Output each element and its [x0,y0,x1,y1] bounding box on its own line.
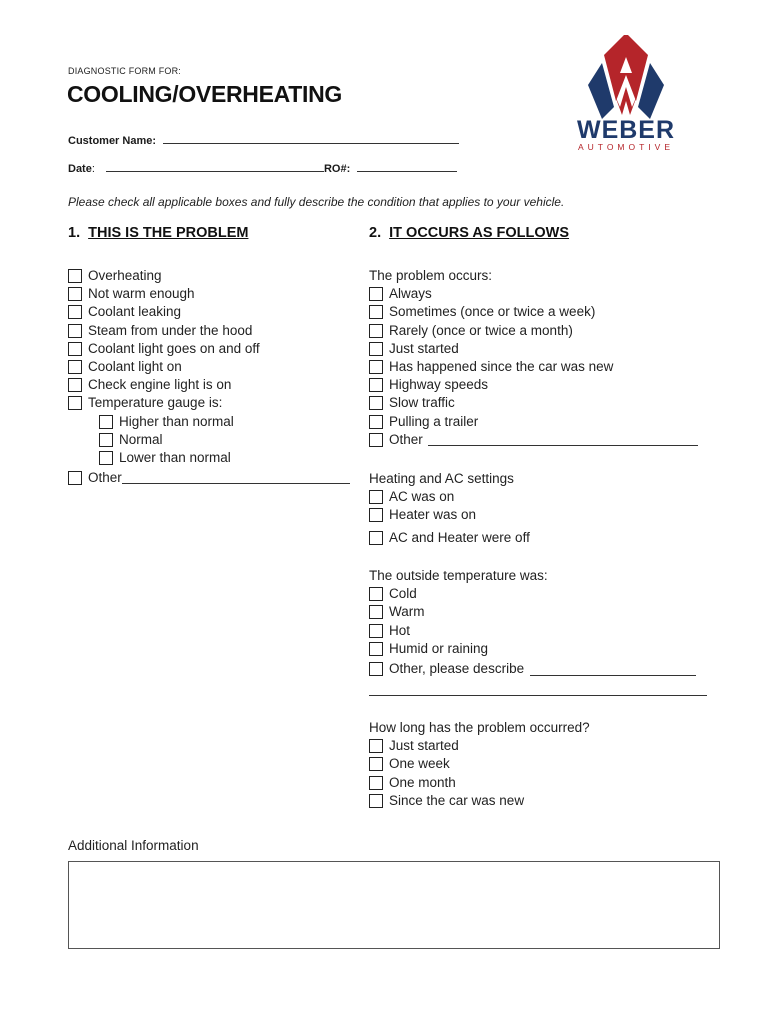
list-item[interactable]: Has happened since the car was new [369,358,698,376]
checkbox[interactable] [369,415,383,429]
problem-heading-number: 1. [68,225,81,241]
list-item[interactable]: Sometimes (once or twice a week) [369,303,698,321]
customer-name-label: Customer Name: [68,135,157,147]
list-item[interactable]: Coolant light goes on and off [68,340,350,358]
weber-logo [566,35,686,153]
temperature-other-field[interactable] [530,663,696,676]
checkbox[interactable] [369,624,383,638]
problem-other-field[interactable] [122,471,350,484]
checkbox[interactable] [99,415,113,429]
list-item[interactable]: Lower than normal [68,449,350,467]
checkbox[interactable] [369,342,383,356]
frequency-group [369,267,698,449]
frequency-title: The problem occurs: [369,268,493,283]
checkbox[interactable] [68,342,82,356]
checkbox[interactable] [68,287,82,301]
checkbox[interactable] [369,508,383,522]
additional-info-label: Additional Information [68,838,199,853]
list-item[interactable]: Just started [369,737,590,755]
logo-word: WEBER [576,116,676,144]
problem-list [68,267,350,487]
ro-field[interactable] [357,162,457,172]
customer-name-field[interactable] [163,134,459,144]
checkbox[interactable] [369,287,383,301]
list-item[interactable]: Rarely (once or twice a month) [369,322,698,340]
checkbox[interactable] [369,324,383,338]
temperature-other-field-2[interactable] [369,683,707,696]
logo-subword: AUTOMOTIVE [577,142,675,152]
problem-heading [68,225,248,241]
list-item[interactable]: Higher than normal [68,413,350,431]
checkbox[interactable] [68,324,82,338]
list-item[interactable]: Pulling a trailer [369,413,698,431]
date-colon: : [91,163,95,175]
list-item[interactable]: Hot [369,622,707,640]
list-item[interactable]: Highway speeds [369,376,698,394]
ro-label: RO#: [323,163,351,175]
checkbox[interactable] [99,451,113,465]
duration-group [369,719,590,810]
checkbox[interactable] [369,490,383,504]
date-label: Date [68,163,92,175]
hvac-title: Heating and AC settings [369,471,514,486]
list-item[interactable]: AC and Heater were off [369,529,530,547]
temperature-other-line2 [369,680,707,698]
list-item[interactable]: Slow traffic [369,394,698,412]
checkbox[interactable] [68,360,82,374]
checkbox[interactable] [369,360,383,374]
list-item[interactable]: AC was on [369,488,530,506]
date-field[interactable] [106,162,324,172]
checkbox[interactable] [369,739,383,753]
list-item[interactable]: One week [369,755,590,773]
checkbox[interactable] [369,531,383,545]
page-title: COOLING/OVERHEATING [67,81,342,107]
additional-info-textarea[interactable] [68,861,720,949]
weber-logo-icon [566,35,686,153]
checkbox[interactable] [68,396,82,410]
duration-title: How long has the problem occurred? [369,720,590,735]
checkbox[interactable] [369,794,383,808]
list-item[interactable]: Coolant light on [68,358,350,376]
form-subtitle: DIAGNOSTIC FORM FOR: [68,66,181,76]
temperature-group [369,567,707,698]
list-item[interactable]: Coolant leaking [68,303,350,321]
checkbox[interactable] [369,396,383,410]
checkbox[interactable] [369,605,383,619]
temperature-title: The outside temperature was: [369,568,548,583]
frequency-other-field[interactable] [428,433,698,446]
list-item[interactable]: Steam from under the hood [68,322,350,340]
list-item[interactable]: Just started [369,340,698,358]
occurs-heading-number: 2. [369,225,382,241]
occurs-heading-text: IT OCCURS AS FOLLOWS [389,225,570,241]
list-item[interactable]: Check engine light is on [68,376,350,394]
checkbox[interactable] [99,433,113,447]
list-item[interactable]: Heater was on [369,506,530,524]
checkbox[interactable] [68,378,82,392]
list-item[interactable]: Overheating [68,267,350,285]
checkbox[interactable] [369,776,383,790]
list-item[interactable]: Temperature gauge is: [68,394,350,412]
instructions: Please check all applicable boxes and fully describe the condition that applies to your vehicle. [68,195,565,209]
checkbox[interactable] [369,587,383,601]
checkbox[interactable] [68,305,82,319]
list-item[interactable]: Since the car was new [369,792,590,810]
list-item[interactable]: Always [369,285,698,303]
frequency-other[interactable]: Other [369,431,698,449]
list-item[interactable]: Warm [369,603,707,621]
checkbox[interactable] [369,378,383,392]
checkbox[interactable] [68,471,82,485]
list-item[interactable]: Not warm enough [68,285,350,303]
checkbox[interactable] [369,662,383,676]
temperature-other[interactable]: Other, please describe [369,660,707,678]
occurs-heading [369,225,569,241]
date-ro-row [68,162,457,175]
problem-heading-text: THIS IS THE PROBLEM [88,225,249,241]
list-item[interactable]: Cold [369,585,707,603]
checkbox[interactable] [369,642,383,656]
checkbox[interactable] [369,305,383,319]
checkbox[interactable] [369,757,383,771]
list-item[interactable]: Normal [68,431,350,449]
hvac-group [369,470,530,547]
problem-other[interactable]: Other [68,469,350,487]
list-item[interactable]: Humid or raining [369,640,707,658]
checkbox[interactable] [369,433,383,447]
checkbox[interactable] [68,269,82,283]
customer-name-row [68,134,459,147]
list-item[interactable]: One month [369,774,590,792]
